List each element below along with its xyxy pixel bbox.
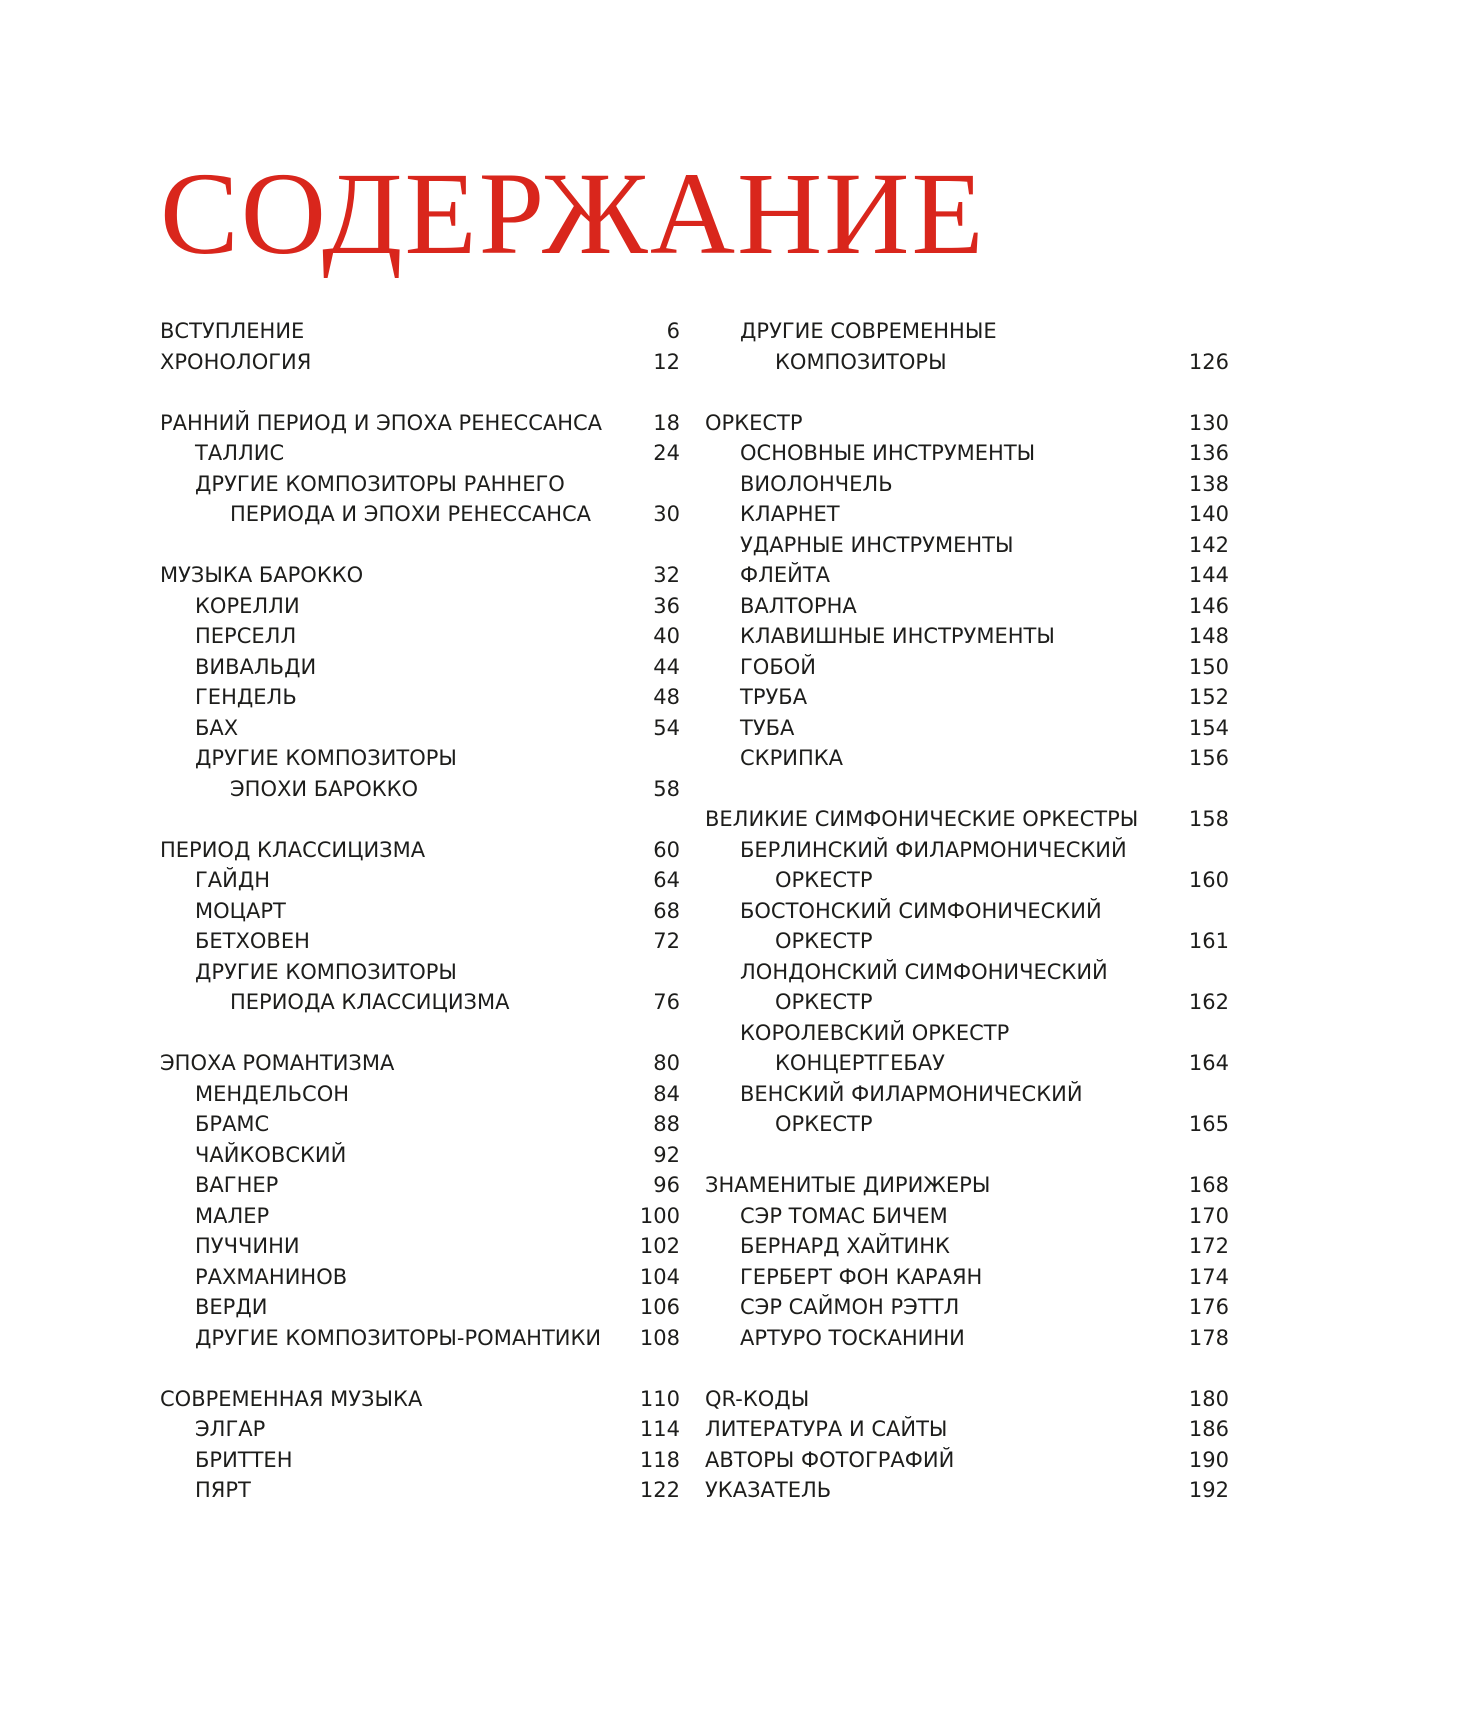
toc-entry-page-number: 64: [653, 868, 680, 892]
toc-entry-label: ЭЛГАР: [195, 1417, 266, 1441]
toc-entry-page-number: 180: [1188, 1386, 1229, 1411]
toc-entry-label: ГЕНДЕЛЬ: [195, 685, 297, 709]
toc-entry-page-number: 164: [1188, 1051, 1229, 1075]
toc-entry: [705, 1323, 1229, 1354]
toc-entry-page-number: 190: [1188, 1447, 1229, 1472]
toc-entry-label: ДРУГИЕ СОВРЕМЕННЫЕ: [740, 319, 997, 343]
toc-left-column: [160, 316, 680, 1506]
toc-entry: [705, 804, 1229, 835]
toc-entry-label: ОСНОВНЫЕ ИНСТРУМЕНТЫ: [740, 441, 1036, 465]
toc-entry: [705, 530, 1229, 561]
toc-entry: [705, 1414, 1229, 1445]
toc-entry: [705, 1079, 1229, 1110]
toc-entry-label: КОРОЛЕВСКИЙ ОРКЕСТР: [740, 1020, 1010, 1045]
toc-entry: [705, 1384, 1229, 1415]
toc-entry-label: МЕНДЕЛЬСОН: [195, 1081, 350, 1106]
toc-entry-label: КОМПОЗИТОРЫ: [775, 349, 947, 374]
toc-entry: [705, 347, 1229, 378]
toc-entry: [160, 347, 680, 378]
toc-entry-page-number: 150: [1188, 654, 1229, 679]
toc-entry-page-number: 154: [1188, 715, 1229, 740]
toc-entry-label: ДРУГИЕ КОМПОЗИТОРЫ РАННЕГО: [195, 471, 565, 496]
toc-entry-label: ЭПОХА РОМАНТИЗМА: [160, 1051, 395, 1075]
toc-entry-label: QR-КОДЫ: [705, 1386, 810, 1411]
toc-entry-page-number: 58: [653, 776, 680, 801]
toc-entry-label: СКРИПКА: [740, 746, 844, 770]
toc-entry: [705, 743, 1229, 774]
toc-entry: [705, 1201, 1229, 1232]
toc-entry: [705, 682, 1229, 713]
toc-entry-page-number: 24: [653, 441, 680, 465]
toc-entry-label: МОЦАРТ: [195, 898, 286, 923]
toc-entry-label: БАХ: [195, 715, 239, 740]
toc-entry-page-number: 130: [1188, 410, 1229, 435]
toc-entry: [705, 1262, 1229, 1293]
toc-entry: [160, 926, 680, 957]
toc-entry: [160, 316, 680, 347]
toc-entry-page-number: 144: [1188, 563, 1229, 587]
toc-entry-page-number: 88: [653, 1112, 680, 1136]
toc-entry-page-number: 146: [1188, 593, 1229, 618]
toc-entry-page-number: 126: [1188, 349, 1229, 374]
toc-entry-page-number: 102: [639, 1234, 680, 1258]
toc-entry-label: БЕТХОВЕН: [195, 929, 310, 953]
toc-entry-label: ЛИТЕРАТУРА И САЙТЫ: [705, 1417, 948, 1441]
toc-entry-page-number: 18: [653, 410, 680, 435]
toc-entry-page-number: 148: [1188, 624, 1229, 648]
toc-entry: [705, 1475, 1229, 1506]
toc-entry-label: РАХМАНИНОВ: [195, 1264, 348, 1289]
toc-entry: [160, 1475, 680, 1506]
toc-entry: [705, 835, 1229, 866]
toc-entry-label: РАННИЙ ПЕРИОД И ЭПОХА РЕНЕССАНСА: [160, 410, 603, 435]
toc-entry-label: ПЕРИОД КЛАССИЦИЗМА: [160, 837, 426, 862]
toc-entry: [705, 865, 1229, 896]
toc-entry-label: ПЕРИОДА И ЭПОХИ РЕНЕССАНСА: [230, 502, 592, 526]
toc-entry-label: СЭР САЙМОН РЭТТЛ: [740, 1295, 960, 1319]
toc-entry-page-number: 172: [1188, 1234, 1229, 1258]
toc-entry-page-number: 104: [639, 1264, 680, 1289]
toc-entry-label: УКАЗАТЕЛЬ: [705, 1478, 832, 1502]
toc-entry-label: БОСТОНСКИЙ СИМФОНИЧЕСКИЙ: [740, 898, 1102, 923]
toc-entry-label: СЭР ТОМАС БИЧЕМ: [740, 1203, 948, 1228]
toc-entry: [160, 1292, 680, 1323]
toc-entry-page-number: 30: [653, 502, 680, 526]
toc-entry-label: КЛАРНЕТ: [740, 502, 840, 526]
toc-entry-page-number: 44: [653, 654, 680, 679]
toc-entry-label: ТРУБА: [740, 685, 808, 709]
toc-entry: [160, 1262, 680, 1293]
toc-entry-label: БЕРЛИНСКИЙ ФИЛАРМОНИЧЕСКИЙ: [740, 837, 1127, 862]
toc-entry: [705, 1109, 1229, 1140]
toc-entry-page-number: 60: [653, 837, 680, 862]
toc-entry: [160, 774, 680, 805]
toc-entry: [160, 1323, 680, 1354]
toc-entry: [160, 1170, 680, 1201]
toc-entry-label: ГЕРБЕРТ ФОН КАРАЯН: [740, 1264, 983, 1289]
toc-entry-label: ОРКЕСТР: [705, 410, 803, 435]
toc-entry-label: ДРУГИЕ КОМПОЗИТОРЫ: [195, 959, 457, 984]
toc-entry-label: ОРКЕСТР: [775, 1112, 873, 1136]
page-title: СОДЕРЖАНИЕ: [160, 148, 986, 279]
toc-entry: [705, 1231, 1229, 1262]
toc-entry-page-number: 110: [639, 1386, 680, 1411]
toc-entry: [160, 591, 680, 622]
toc-entry-label: ВЕРДИ: [195, 1295, 268, 1319]
toc-entry: [160, 408, 680, 439]
toc-entry-label: ВСТУПЛЕНИЕ: [160, 319, 305, 343]
toc-entry: [160, 713, 680, 744]
toc-entry-page-number: 76: [653, 990, 680, 1014]
toc-entry-page-number: 106: [639, 1295, 680, 1319]
toc-entry-label: ХРОНОЛОГИЯ: [160, 349, 312, 374]
toc-entry-page-number: 36: [653, 593, 680, 618]
toc-entry-label: ТУБА: [740, 715, 795, 740]
toc-entry: [160, 469, 680, 500]
toc-entry-label: УДАРНЫЕ ИНСТРУМЕНТЫ: [740, 532, 1014, 557]
toc-entry: [705, 1292, 1229, 1323]
toc-entry-label: ЧАЙКОВСКИЙ: [195, 1142, 347, 1167]
toc-entry-label: ВИОЛОНЧЕЛЬ: [740, 471, 893, 496]
toc-entry: [160, 1445, 680, 1476]
toc-entry: [160, 1201, 680, 1232]
toc-entry: [705, 1445, 1229, 1476]
toc-entry: [160, 743, 680, 774]
toc-entry-page-number: 186: [1188, 1417, 1229, 1441]
toc-entry-label: ЛОНДОНСКИЙ СИМФОНИЧЕСКИЙ: [740, 959, 1108, 984]
toc-entry-label: АРТУРО ТОСКАНИНИ: [740, 1325, 965, 1350]
toc-entry-page-number: 114: [639, 1417, 680, 1441]
toc-entry-page-number: 84: [653, 1081, 680, 1106]
toc-entry-label: ОРКЕСТР: [775, 929, 873, 953]
toc-entry-page-number: 108: [639, 1325, 680, 1350]
toc-entry-page-number: 32: [653, 563, 680, 587]
toc-entry-label: КОРЕЛЛИ: [195, 593, 300, 618]
toc-entry: [160, 1384, 680, 1415]
toc-entry: [160, 1109, 680, 1140]
toc-entry-label: КЛАВИШНЫЕ ИНСТРУМЕНТЫ: [740, 624, 1055, 648]
toc-entry-page-number: 136: [1188, 441, 1229, 465]
toc-entry-label: МАЛЕР: [195, 1203, 270, 1228]
toc-entry-label: ПЕРИОДА КЛАССИЦИЗМА: [230, 990, 510, 1014]
toc-entry: [160, 1414, 680, 1445]
toc-entry-label: ВИВАЛЬДИ: [195, 654, 317, 679]
toc-entry: [160, 957, 680, 988]
toc-entry: [705, 591, 1229, 622]
toc-entry-label: АВТОРЫ ФОТОГРАФИЙ: [705, 1447, 955, 1472]
toc-entry-label: БЕРНАРД ХАЙТИНК: [740, 1234, 950, 1258]
toc-entry-page-number: 168: [1188, 1173, 1229, 1197]
toc-entry-page-number: 92: [653, 1142, 680, 1167]
toc-entry: [160, 652, 680, 683]
toc-entry: [160, 682, 680, 713]
toc-entry-page-number: 138: [1188, 471, 1229, 496]
toc-entry-page-number: 6: [666, 319, 680, 343]
toc-entry-label: ВЕЛИКИЕ СИМФОНИЧЕСКИЕ ОРКЕСТРЫ: [705, 807, 1139, 831]
toc-entry-label: БРИТТЕН: [195, 1447, 293, 1472]
toc-entry-page-number: 165: [1188, 1112, 1229, 1136]
toc-entry: [160, 438, 680, 469]
toc-entry-page-number: 158: [1188, 807, 1229, 831]
toc-entry-label: ПУЧЧИНИ: [195, 1234, 300, 1258]
toc-entry-page-number: 68: [653, 898, 680, 923]
toc-entry: [160, 835, 680, 866]
toc-entry: [160, 1140, 680, 1171]
toc-entry-label: ЗНАМЕНИТЫЕ ДИРИЖЕРЫ: [705, 1173, 991, 1197]
toc-entry: [705, 316, 1229, 347]
toc-entry-label: ОРКЕСТР: [775, 990, 873, 1014]
toc-entry: [705, 1018, 1229, 1049]
toc-entry-page-number: 118: [639, 1447, 680, 1472]
toc-entry-page-number: 161: [1188, 929, 1229, 953]
toc-entry-page-number: 176: [1188, 1295, 1229, 1319]
toc-entry: [160, 499, 680, 530]
toc-entry-label: ДРУГИЕ КОМПОЗИТОРЫ: [195, 746, 457, 770]
toc-entry-label: ЭПОХИ БАРОККО: [230, 776, 419, 801]
toc-entry-page-number: 122: [639, 1478, 680, 1502]
toc-entry: [160, 1231, 680, 1262]
toc-right-column: [705, 316, 1229, 1506]
toc-entry: [705, 438, 1229, 469]
toc-entry-page-number: 142: [1188, 532, 1229, 557]
toc-entry-page-number: 156: [1188, 746, 1229, 770]
toc-entry-page-number: 178: [1188, 1325, 1229, 1350]
toc-entry: [705, 957, 1229, 988]
toc-entry: [705, 560, 1229, 591]
toc-entry-label: КОНЦЕРТГЕБАУ: [775, 1051, 945, 1075]
toc-entry: [160, 621, 680, 652]
toc-entry-label: ГАЙДН: [195, 868, 271, 892]
toc-entry-page-number: 170: [1188, 1203, 1229, 1228]
toc-entry: [705, 987, 1229, 1018]
toc-entry-label: ПЯРТ: [195, 1478, 251, 1502]
toc-entry: [160, 865, 680, 896]
toc-entry-label: ПЕРСЕЛЛ: [195, 624, 297, 648]
toc-entry: [160, 1079, 680, 1110]
toc-entry-label: ОРКЕСТР: [775, 868, 873, 892]
toc-entry-page-number: 80: [653, 1051, 680, 1075]
toc-entry: [160, 560, 680, 591]
toc-entry-page-number: 40: [653, 624, 680, 648]
toc-entry: [705, 713, 1229, 744]
toc-entry-label: ДРУГИЕ КОМПОЗИТОРЫ-РОМАНТИКИ: [195, 1325, 602, 1350]
toc-entry: [705, 652, 1229, 683]
toc-entry-label: СОВРЕМЕННАЯ МУЗЫКА: [160, 1386, 423, 1411]
toc-entry: [705, 1170, 1229, 1201]
toc-entry-page-number: 96: [653, 1173, 680, 1197]
toc-entry: [705, 408, 1229, 439]
toc-entry-label: ФЛЕЙТА: [740, 563, 831, 587]
toc-entry-label: БРАМС: [195, 1112, 270, 1136]
toc-entry: [705, 1048, 1229, 1079]
toc-entry-page-number: 54: [653, 715, 680, 740]
toc-entry: [160, 1048, 680, 1079]
toc-entry-page-number: 72: [653, 929, 680, 953]
toc-entry-page-number: 140: [1188, 502, 1229, 526]
toc-entry-label: ВАГНЕР: [195, 1173, 279, 1197]
toc-entry-page-number: 152: [1188, 685, 1229, 709]
toc-entry-page-number: 48: [653, 685, 680, 709]
toc-entry: [705, 896, 1229, 927]
toc-entry: [705, 621, 1229, 652]
toc-entry-page-number: 100: [639, 1203, 680, 1228]
toc-entry-label: ВЕНСКИЙ ФИЛАРМОНИЧЕСКИЙ: [740, 1081, 1083, 1106]
toc-entry-page-number: 12: [653, 349, 680, 374]
toc-entry-page-number: 162: [1188, 990, 1229, 1014]
toc-entry: [705, 926, 1229, 957]
toc-entry-page-number: 192: [1188, 1478, 1229, 1502]
toc-entry-label: МУЗЫКА БАРОККО: [160, 563, 364, 587]
toc-entry: [160, 987, 680, 1018]
toc-entry-page-number: 160: [1188, 868, 1229, 892]
toc-entry-label: ВАЛТОРНА: [740, 593, 857, 618]
toc-entry: [705, 469, 1229, 500]
toc-entry-label: ГОБОЙ: [740, 654, 816, 679]
toc-entry: [705, 499, 1229, 530]
toc-entry-label: ТАЛЛИС: [195, 441, 285, 465]
toc-entry-page-number: 174: [1188, 1264, 1229, 1289]
toc-entry: [160, 896, 680, 927]
